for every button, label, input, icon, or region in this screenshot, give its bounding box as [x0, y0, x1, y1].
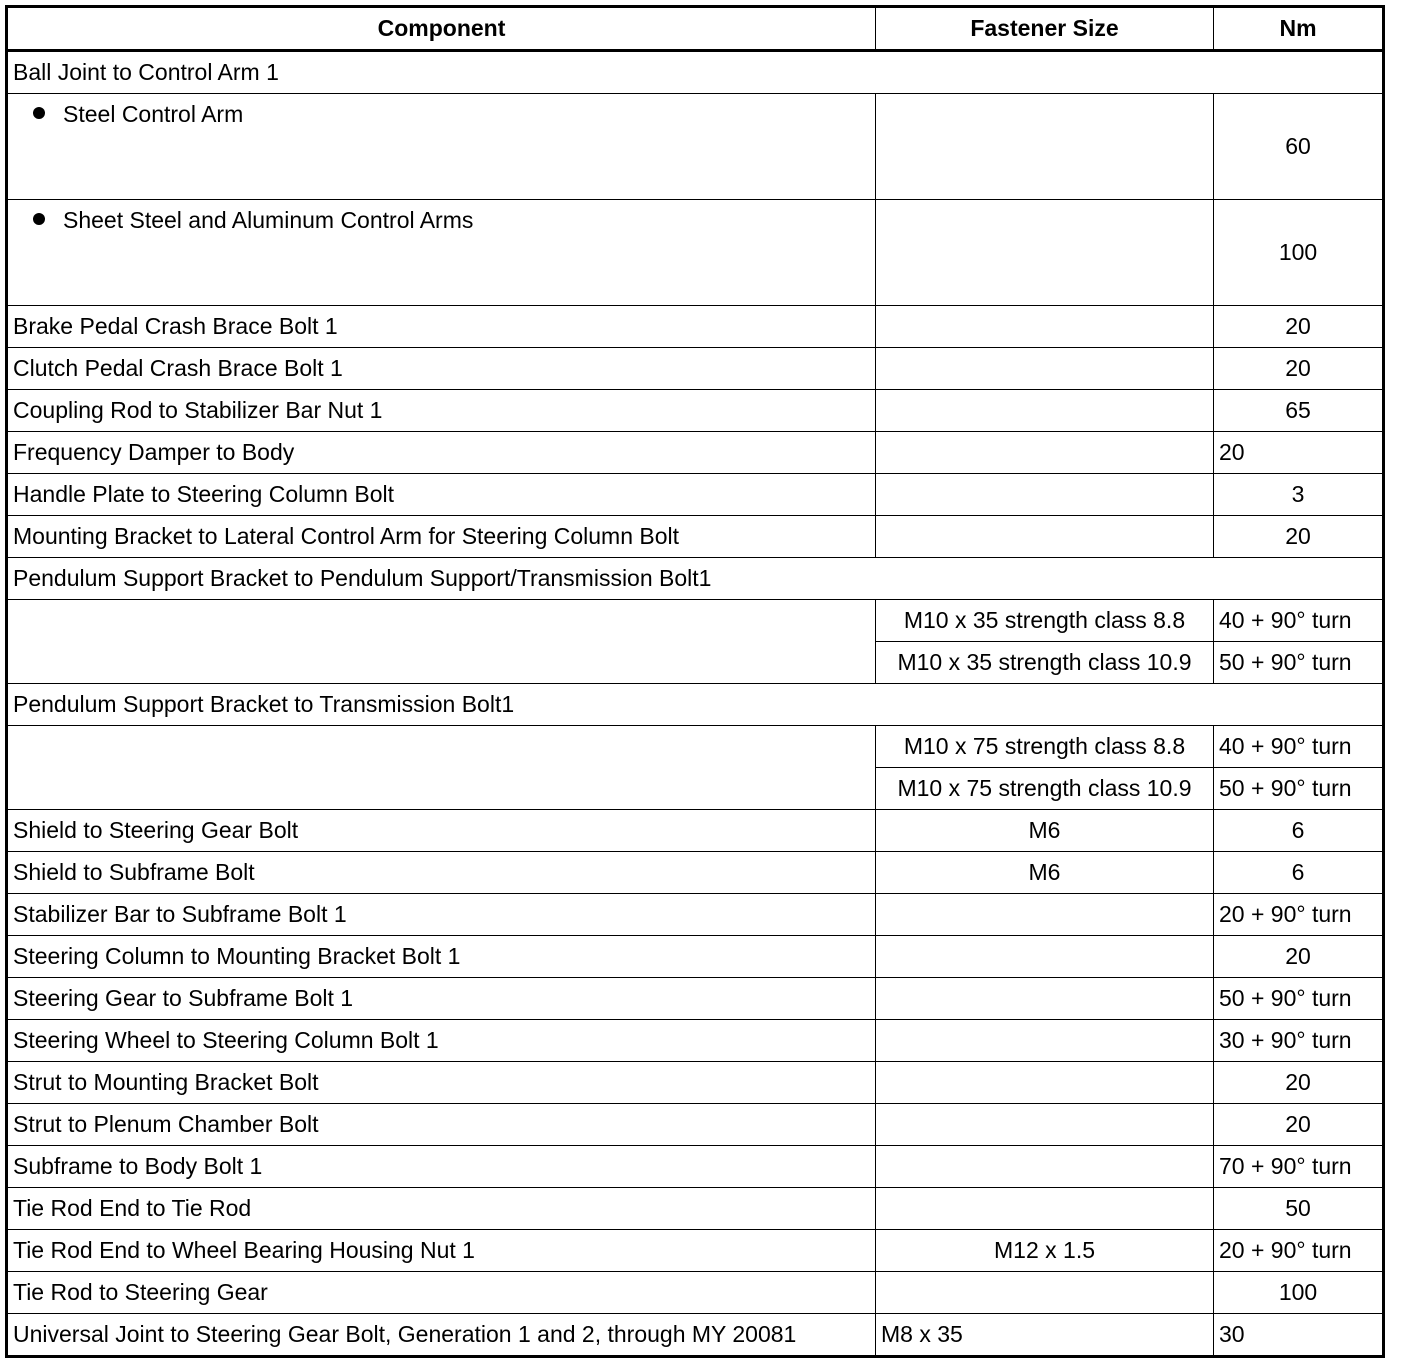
nm-cell: 20 — [1214, 432, 1384, 474]
table-row — [7, 1104, 1384, 1146]
component-cell: Tie Rod End to Tie Rod — [7, 1188, 876, 1230]
column-header-fastener-size: Fastener Size — [876, 7, 1214, 51]
fastener-cell — [876, 1062, 1214, 1104]
table-row — [7, 600, 1384, 642]
fastener-cell — [876, 390, 1214, 432]
table-row — [7, 936, 1384, 978]
fastener-cell: M8 x 35 — [876, 1314, 1214, 1357]
component-cell: Mounting Bracket to Lateral Control Arm for Steering Column Bolt — [7, 516, 876, 558]
component-cell — [7, 94, 876, 200]
fastener-cell — [876, 894, 1214, 936]
component-text: Steel Control Arm — [63, 101, 244, 127]
nm-cell: 20 + 90° turn — [1214, 894, 1384, 936]
fastener-cell — [876, 1146, 1214, 1188]
fastener-cell — [876, 94, 1214, 200]
bullet-icon — [33, 107, 45, 119]
nm-cell: 70 + 90° turn — [1214, 1146, 1384, 1188]
nm-cell: 40 + 90° turn — [1214, 726, 1384, 768]
component-cell: Strut to Plenum Chamber Bolt — [7, 1104, 876, 1146]
component-cell — [7, 200, 876, 306]
table-row — [7, 1188, 1384, 1230]
table-row — [7, 51, 1384, 94]
nm-cell: 20 — [1214, 936, 1384, 978]
fastener-cell — [876, 1272, 1214, 1314]
table-row — [7, 1272, 1384, 1314]
component-cell: Strut to Mounting Bracket Bolt — [7, 1062, 876, 1104]
fastener-cell: M10 x 35 strength class 8.8 — [876, 600, 1214, 642]
component-cell — [7, 600, 876, 684]
component-cell: Shield to Steering Gear Bolt — [7, 810, 876, 852]
fastener-cell: M10 x 75 strength class 8.8 — [876, 726, 1214, 768]
table-row — [7, 1062, 1384, 1104]
nm-cell: 100 — [1214, 1272, 1384, 1314]
component-cell: Brake Pedal Crash Brace Bolt 1 — [7, 306, 876, 348]
table-row — [7, 390, 1384, 432]
table-row — [7, 306, 1384, 348]
component-cell: Tie Rod End to Wheel Bearing Housing Nut 1 — [7, 1230, 876, 1272]
torque-spec-table — [5, 5, 1385, 1358]
table-row — [7, 516, 1384, 558]
table-row — [7, 684, 1384, 726]
nm-cell: 6 — [1214, 810, 1384, 852]
table-row — [7, 558, 1384, 600]
fastener-cell — [876, 978, 1214, 1020]
nm-cell: 30 — [1214, 1314, 1384, 1357]
nm-cell: 6 — [1214, 852, 1384, 894]
nm-cell: 3 — [1214, 474, 1384, 516]
table-row — [7, 894, 1384, 936]
fastener-cell — [876, 1188, 1214, 1230]
table-row — [7, 852, 1384, 894]
nm-cell: 20 — [1214, 348, 1384, 390]
nm-cell: 30 + 90° turn — [1214, 1020, 1384, 1062]
table-header-row — [7, 7, 1384, 51]
component-cell: Shield to Subframe Bolt — [7, 852, 876, 894]
fastener-cell — [876, 1104, 1214, 1146]
component-cell: Steering Wheel to Steering Column Bolt 1 — [7, 1020, 876, 1062]
fastener-cell — [876, 936, 1214, 978]
table-row — [7, 348, 1384, 390]
component-cell: Steering Gear to Subframe Bolt 1 — [7, 978, 876, 1020]
fastener-cell: M10 x 75 strength class 10.9 — [876, 768, 1214, 810]
nm-cell: 50 + 90° turn — [1214, 642, 1384, 684]
nm-cell: 20 — [1214, 1104, 1384, 1146]
nm-cell: 20 — [1214, 306, 1384, 348]
nm-cell: 60 — [1214, 94, 1384, 200]
fastener-cell — [876, 348, 1214, 390]
fastener-cell — [876, 474, 1214, 516]
component-cell: Handle Plate to Steering Column Bolt — [7, 474, 876, 516]
fastener-cell: M6 — [876, 852, 1214, 894]
fastener-cell — [876, 1020, 1214, 1062]
table-row — [7, 1020, 1384, 1062]
component-cell: Frequency Damper to Body — [7, 432, 876, 474]
fastener-cell — [876, 516, 1214, 558]
table-row — [7, 810, 1384, 852]
table-row — [7, 94, 1384, 200]
column-header-nm: Nm — [1214, 7, 1384, 51]
table-row — [7, 1146, 1384, 1188]
component-cell — [7, 726, 876, 810]
component-cell: Subframe to Body Bolt 1 — [7, 1146, 876, 1188]
nm-cell: 50 + 90° turn — [1214, 978, 1384, 1020]
column-header-component: Component — [7, 7, 876, 51]
component-cell: Universal Joint to Steering Gear Bolt, Generation 1 and 2, through MY 20081 — [7, 1314, 876, 1357]
nm-cell: 50 — [1214, 1188, 1384, 1230]
table-row — [7, 474, 1384, 516]
component-cell: Clutch Pedal Crash Brace Bolt 1 — [7, 348, 876, 390]
component-cell: Tie Rod to Steering Gear — [7, 1272, 876, 1314]
fastener-cell: M12 x 1.5 — [876, 1230, 1214, 1272]
nm-cell: 20 — [1214, 516, 1384, 558]
nm-cell: 50 + 90° turn — [1214, 768, 1384, 810]
table-row — [7, 978, 1384, 1020]
nm-cell: 20 — [1214, 1062, 1384, 1104]
component-cell: Stabilizer Bar to Subframe Bolt 1 — [7, 894, 876, 936]
table-row — [7, 726, 1384, 768]
fastener-cell: M6 — [876, 810, 1214, 852]
table-row — [7, 200, 1384, 306]
row-group-label: Ball Joint to Control Arm 1 — [7, 51, 1384, 94]
component-cell: Coupling Rod to Stabilizer Bar Nut 1 — [7, 390, 876, 432]
table-row — [7, 432, 1384, 474]
row-group-label: Pendulum Support Bracket to Transmission Bolt1 — [7, 684, 1384, 726]
nm-cell: 20 + 90° turn — [1214, 1230, 1384, 1272]
nm-cell: 40 + 90° turn — [1214, 600, 1384, 642]
row-group-label: Pendulum Support Bracket to Pendulum Support/Transmission Bolt1 — [7, 558, 1384, 600]
component-text: Sheet Steel and Aluminum Control Arms — [63, 207, 474, 233]
fastener-cell — [876, 432, 1214, 474]
bullet-icon — [33, 213, 45, 225]
fastener-cell: M10 x 35 strength class 10.9 — [876, 642, 1214, 684]
nm-cell: 100 — [1214, 200, 1384, 306]
table-row — [7, 1230, 1384, 1272]
fastener-cell — [876, 200, 1214, 306]
fastener-cell — [876, 306, 1214, 348]
table-row — [7, 1314, 1384, 1357]
nm-cell: 65 — [1214, 390, 1384, 432]
component-cell: Steering Column to Mounting Bracket Bolt 1 — [7, 936, 876, 978]
